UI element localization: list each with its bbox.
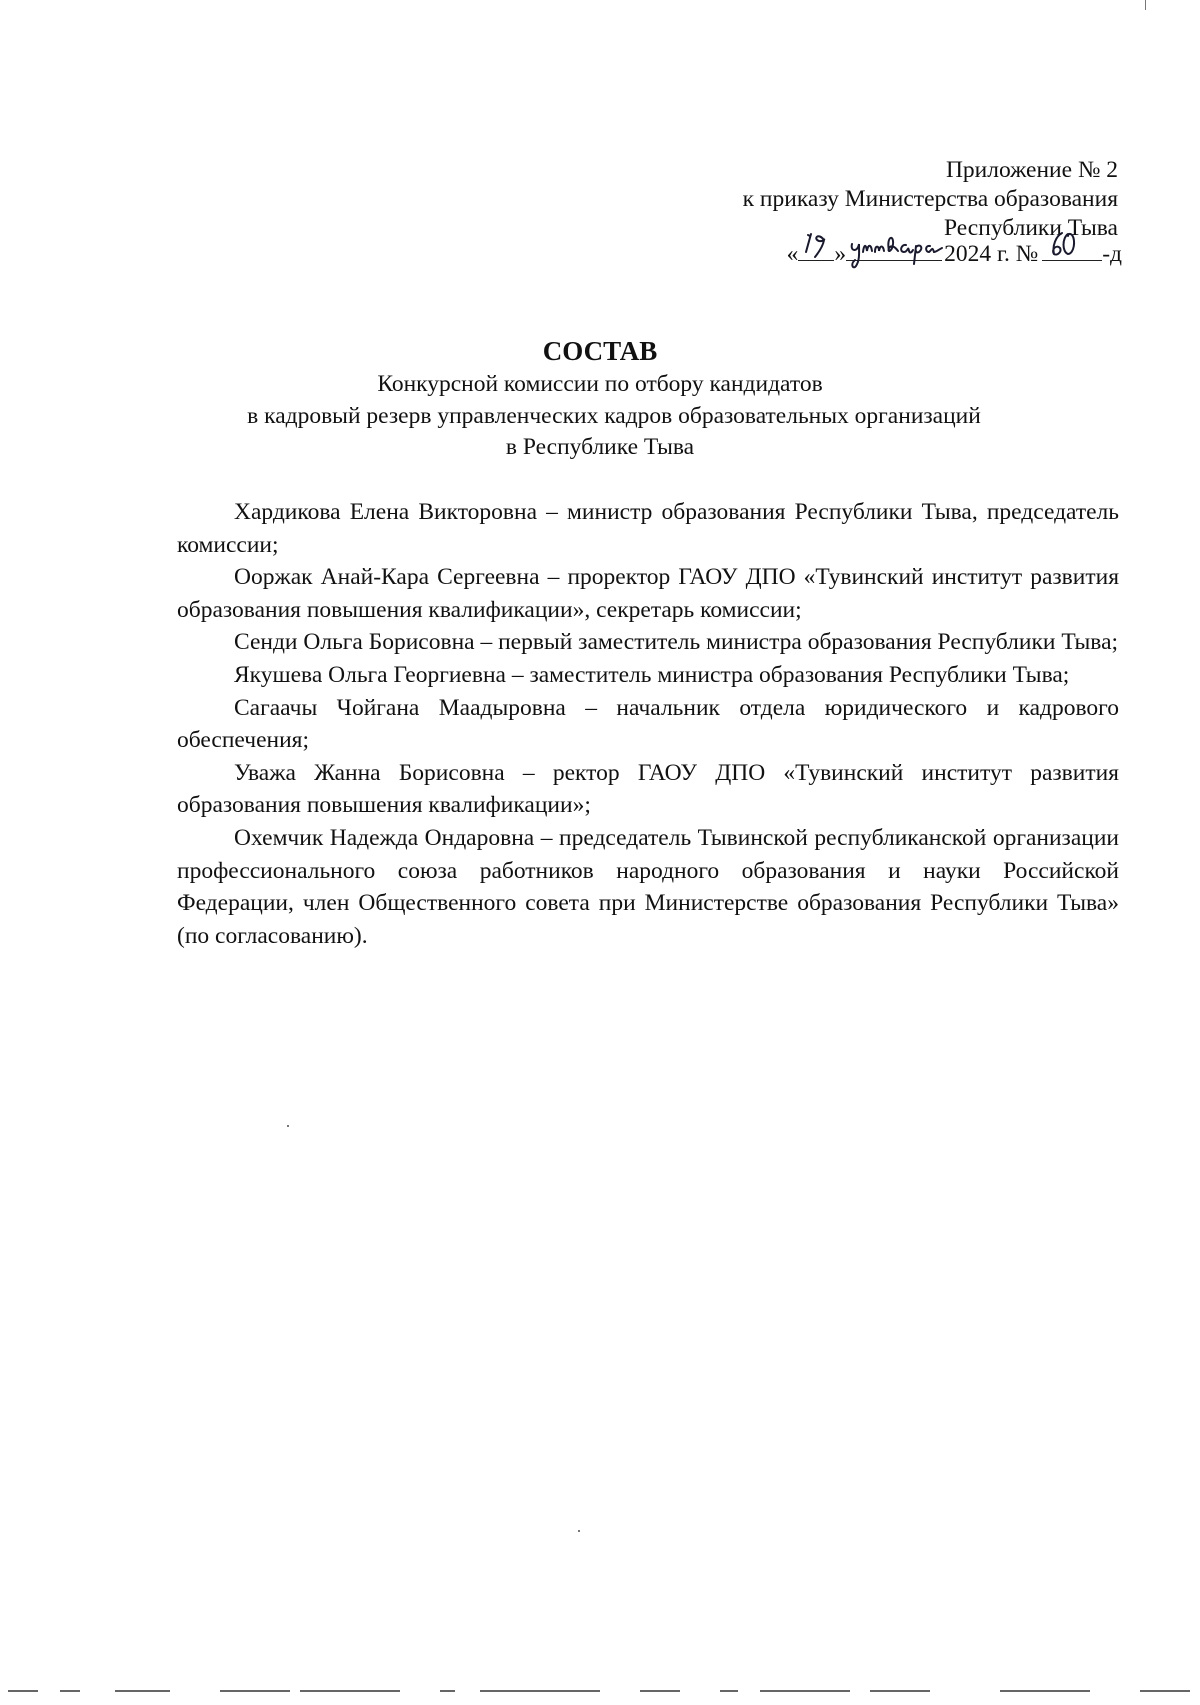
appendix-number: Приложение № 2 [945, 157, 1118, 183]
member-entry: Якушева Ольга Георгиевна – заместитель министра образования Республики Тыва; [234, 661, 1070, 688]
member-entry: Сенди Ольга Борисовна – первый заместитель министра образования Республики Тыва; [234, 629, 1119, 656]
scan-bottom-edge [0, 1690, 1200, 1694]
document-subtitle-line-3: в Республике Тыва [505, 434, 695, 460]
edge-dash [640, 1690, 680, 1692]
member-entry: Уважа Жанна Борисовна – ректор ГАОУ ДПО «Тувинский институт развития образования повышения квалификации»; [177, 759, 1119, 819]
edge-dash [220, 1690, 290, 1692]
scan-speck [578, 1530, 580, 1532]
edge-dash [870, 1690, 930, 1692]
quote-open: « [786, 241, 799, 267]
handwritten-day [798, 230, 834, 260]
scan-speck [287, 1125, 289, 1127]
commission-members-list [177, 496, 1119, 952]
document-subtitle-line-2: в кадровый резерв управленческих кадров образовательных организаций [247, 403, 981, 429]
edge-dash [1000, 1690, 1090, 1692]
month-field [846, 238, 942, 261]
edge-dash [300, 1690, 400, 1692]
member-entry: Хардикова Елена Викторовна – министр образования Республики Тыва, председатель комиссии; [177, 499, 1119, 558]
order-date-line [787, 238, 1122, 270]
order-number-field [1042, 238, 1102, 261]
year-and-number-label: 2024 г. № [944, 241, 1039, 267]
edge-dash [1140, 1690, 1190, 1692]
scan-speck [1145, 0, 1146, 10]
day-field [798, 238, 834, 261]
order-suffix: -д [1102, 241, 1122, 267]
edge-dash [440, 1690, 455, 1692]
edge-dash [480, 1690, 600, 1692]
appendix-republic: Республики Тыва [944, 215, 1118, 241]
handwritten-order-number [1042, 230, 1102, 262]
member-entry: Сагаачы Чойгана Маадыровна – начальник отдела юридического и кадрового обеспечения; [177, 694, 1119, 754]
edge-dash [760, 1690, 850, 1692]
handwritten-month [846, 230, 946, 270]
member-entry: Ооржак Анай-Кара Сергеевна – проректор ГАОУ ДПО «Тувинский институт развития образования повышения квалификации», секретарь комиссии; [177, 564, 1119, 623]
edge-dash [60, 1690, 80, 1692]
edge-dash [115, 1690, 170, 1692]
quote-close: » [834, 241, 847, 267]
document-subtitle-line-1: Конкурсной комиссии по отбору кандидатов [377, 371, 823, 397]
document-title: СОСТАВ [542, 336, 658, 366]
appendix-order-reference: к приказу Министерства образования [742, 186, 1118, 212]
member-entry: Охемчик Надежда Ондаровна – председатель Тывинской республиканской организации профессионального союза работников народного образования и науки Российской Федерации, член Общественного совета при Министерстве образования Республики Тыва» (по согласованию). [177, 824, 1119, 949]
edge-dash [720, 1690, 738, 1692]
edge-dash [8, 1690, 38, 1692]
